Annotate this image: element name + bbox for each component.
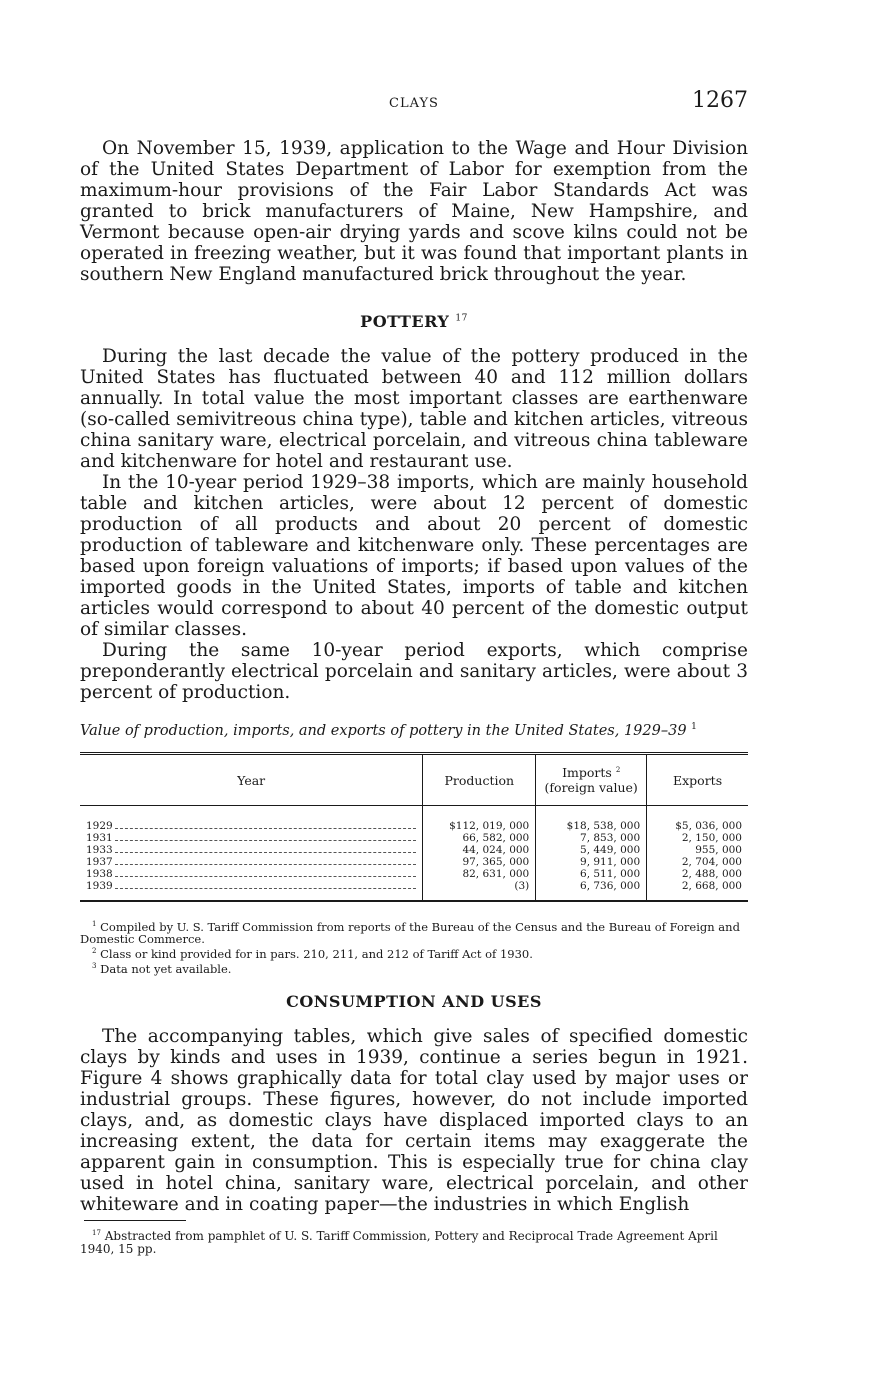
footnote-divider — [84, 1220, 186, 1221]
paragraph-pottery-value: During the last decade the value of the pottery produced in the United States has fluctuated between 40 and 112 million dollars annually. In total value the most important classes are earthenware (so-called semivitreous china type), table and kitchen articles, vitreous china sanitary ware, electrical porcelain, and vitreous china tableware and kitchenware for hotel and restaurant use. — [80, 346, 748, 472]
table-note — [80, 918, 748, 945]
paragraph-wage-hour: On November 15, 1939, application to the Wage and Hour Division of the United States Department of Labor for exemption from the maximum-hour provisions of the Fair Labor Standards Act was granted to brick manufacturers of Maine, New Hampshire, and Vermont because open-air drying yards and scove kilns could not be operated in freezing weather, but it was found that important plants in southern New England manufactured brick throughout the year. — [80, 138, 748, 285]
header-imports — [536, 754, 647, 806]
note-ref: 1 — [92, 920, 97, 928]
table-row — [80, 806, 748, 833]
table-row — [80, 868, 748, 880]
cell-imports: 6, 736, 000 — [536, 880, 647, 901]
cell-imports: $18, 538, 000 — [536, 806, 647, 833]
cell-production: 82, 631, 000 — [423, 868, 536, 880]
year-value: 1931 — [86, 832, 113, 844]
cell-year — [80, 832, 423, 844]
cell-exports: $5, 036, 000 — [675, 820, 742, 832]
table-notes — [80, 918, 748, 974]
heading-pottery-text: POTTERY — [360, 312, 450, 331]
leader-dots — [115, 846, 417, 853]
footnote-ref-17: 17 — [455, 313, 468, 324]
heading-pottery — [80, 312, 748, 331]
year-value: 1939 — [86, 880, 113, 892]
leader-dots — [115, 822, 417, 829]
cell-year — [80, 868, 423, 880]
cell-exports: 2, 150, 000 — [681, 832, 742, 844]
cell-year — [80, 880, 423, 901]
cell-exports: 955, 000 — [695, 844, 742, 856]
cell-production: 66, 582, 000 — [423, 832, 536, 844]
header-imports-label: Imports — [562, 765, 612, 780]
heading-consumption: CONSUMPTION AND USES — [286, 992, 542, 1011]
note-text: Class or kind provided for in pars. 210, 211, and 212 of Tariff Act of 1930. — [100, 946, 533, 961]
table-row — [80, 832, 748, 844]
footnote-ref: 17 — [92, 1229, 101, 1237]
caption-note-ref: 1 — [691, 722, 697, 732]
running-title: CLAYS — [389, 96, 439, 111]
paragraph-imports: In the 10-year period 1929–38 imports, which are mainly household table and kitchen articles, were about 12 percent of domestic production of all products and about 20 percent of domestic production of tableware and kitchenware only. These percentages are based upon foreign valuations of imports; if based upon values of the imported goods in the United States, imports of table and kitchen articles would correspond to about 40 percent of the domestic output of similar classes. — [80, 472, 748, 640]
leader-dots — [115, 882, 417, 889]
table-row — [80, 844, 748, 856]
cell-year — [80, 844, 423, 856]
table-row — [80, 856, 748, 868]
cell-exports: 2, 668, 000 — [647, 880, 748, 901]
year-value: 1937 — [86, 856, 113, 868]
table-note — [80, 960, 748, 975]
footnote-17 — [80, 1227, 748, 1256]
paragraph-consumption: The accompanying tables, which give sales of specified domestic clays by kinds and uses in 1939, continue a series begun in 1921. Figure 4 shows graphically data for total clay used by major uses or industrial groups. These figures, however, do not include imported clays, and, as domestic clays have displaced imported clays to an increasing extent, the data for certain items may exaggerate the apparent gain in consumption. This is especially true for china clay used in hotel china, sanitary ware, electrical porcelain, and other whiteware and in coating paper—the industries in which English — [80, 1026, 748, 1215]
table-row — [80, 880, 748, 901]
year-value: 1933 — [86, 844, 113, 856]
header-exports: Exports — [647, 754, 748, 806]
cell-year — [80, 856, 423, 868]
cell-exports: 2, 488, 000 — [681, 868, 742, 880]
pottery-table — [80, 752, 748, 902]
cell-imports: 6, 511, 000 — [536, 868, 647, 880]
note-ref: 2 — [92, 946, 97, 955]
cell-production: (3) — [423, 880, 536, 901]
note-text: Data not yet available. — [100, 961, 232, 976]
footnote-text: Abstracted from pamphlet of U. S. Tariff Commission, Pottery and Reciprocal Trade Agreement April 1940, 15 pp. — [80, 1229, 718, 1256]
header-production: Production — [423, 754, 536, 806]
note-text: Compiled by U. S. Tariff Commission from reports of the Bureau of the Census and the Bureau of Foreign and Domestic Commerce. — [80, 919, 740, 946]
leader-dots — [115, 834, 417, 841]
year-value: 1938 — [86, 868, 113, 880]
paragraph-exports: During the same 10-year period exports, which comprise preponderantly electrical porcelain and sanitary articles, were about 3 percent of production. — [80, 640, 748, 703]
cell-production: 97, 365, 000 — [423, 856, 536, 868]
page-number: 1267 — [692, 88, 748, 113]
table-caption — [80, 722, 748, 739]
table-caption-text: Value of production, imports, and exports of pottery in the United States, 1929–39 — [80, 722, 687, 739]
page-header — [80, 88, 748, 120]
leader-dots — [115, 870, 417, 877]
table-note — [80, 945, 748, 960]
note-ref: 3 — [92, 961, 97, 970]
table-header-row — [80, 754, 748, 806]
leader-dots — [115, 858, 417, 865]
header-year: Year — [80, 754, 423, 806]
header-imports-detail: (foreign value) — [544, 780, 638, 795]
cell-imports: 7, 853, 000 — [536, 832, 647, 844]
cell-imports: 5, 449, 000 — [536, 844, 647, 856]
cell-exports: 2, 704, 000 — [681, 856, 742, 868]
cell-production: 44, 024, 000 — [423, 844, 536, 856]
imports-note-ref: 2 — [615, 765, 621, 774]
cell-year — [80, 806, 423, 833]
cell-production: $112, 019, 000 — [423, 806, 536, 833]
cell-imports: 9, 911, 000 — [536, 856, 647, 868]
year-value: 1929 — [86, 820, 113, 832]
